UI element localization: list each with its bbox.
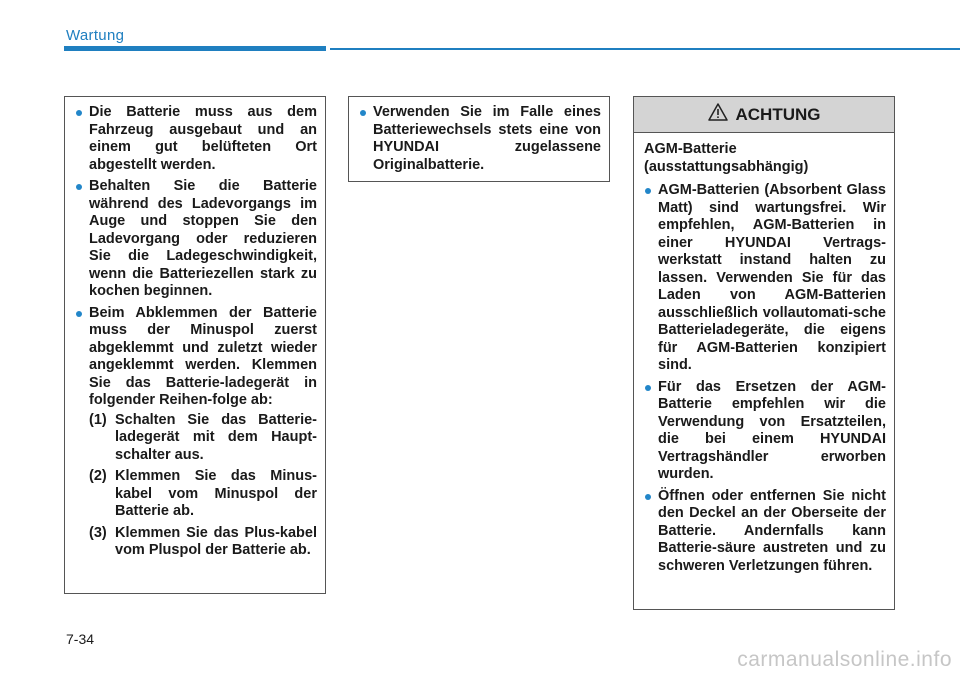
caution-header xyxy=(634,97,894,133)
step-text: Klemmen Sie das Plus-kabel vom Pluspol der Batterie ab. xyxy=(115,524,317,558)
list-item: Für das Ersetzen der AGM-Batterie empfehlen wir die Verwendung von Ersatzteilen, die bei einem HYUNDAI Vertragshändler erworben wurden. xyxy=(644,379,886,484)
steps-list xyxy=(89,412,317,560)
list-item: Die Batterie muss aus dem Fahrzeug ausgebaut und an einem gut belüfteten Ort abgestellt werden. xyxy=(75,104,317,174)
list-item: Öffnen oder entfernen Sie nicht den Deckel an der Oberseite der Batterie. Andernfalls kann Batterie-säure austreten und zu schweren Verletzungen führen. xyxy=(644,488,886,576)
list-item: AGM-Batterien (Absorbent Glass Matt) sind wartungsfrei. Wir empfehlen, AGM-Batterien in einer HYUNDAI Vertrags-werkstatt instand halten zu lassen. Verwenden Sie für das Laden von AGM-Batterien ausschließlich vollautomati-sche Batterieladegeräte, die eigens für AGM-Batterien konzipiert sind. xyxy=(644,182,886,375)
instructions-box-middle xyxy=(348,96,610,182)
page-number: 7-34 xyxy=(66,631,95,647)
bullet-list xyxy=(644,182,886,575)
list-item-text: Beim Abklemmen der Batterie muss der Minuspol zuerst abgeklemmt und zuletzt wieder angeklemmt werden. Klemmen Sie das Batterie-ladegerät in folgender Reihen-folge ab: xyxy=(89,304,317,408)
caution-title: ACHTUNG xyxy=(735,104,821,124)
watermark: carmanualsonline.info xyxy=(737,648,952,671)
header-rule-thin xyxy=(330,48,960,50)
header-rule-thick xyxy=(64,46,326,51)
step-text: Schalten Sie das Batterie-ladegerät mit dem Haupt-schalter aus. xyxy=(115,411,317,463)
step-number: (2) xyxy=(89,468,107,484)
bullet-list xyxy=(75,104,317,560)
warning-triangle-icon xyxy=(708,103,728,127)
step-text: Klemmen Sie das Minus-kabel vom Minuspol der Batterie ab. xyxy=(115,468,317,519)
list-item: Behalten Sie die Batterie während des Ladevorgangs im Auge und stoppen Sie den Ladevorgang oder reduzieren Sie die Ladegeschwindigkeit, wenn die Batteriezellen stark zu kochen beginnen. xyxy=(75,178,317,301)
caution-box xyxy=(633,96,895,610)
instructions-box-left xyxy=(64,96,326,594)
step-item xyxy=(89,525,317,560)
step-number: (3) xyxy=(89,524,107,541)
caution-body xyxy=(634,133,894,575)
bullet-list xyxy=(359,104,601,174)
list-item: Verwenden Sie im Falle eines Batteriewechsels stets eine von HYUNDAI zugelassene Originalbatterie. xyxy=(359,104,601,174)
caution-intro xyxy=(644,141,886,176)
step-item xyxy=(89,412,317,465)
caution-intro-line: AGM-Batterie xyxy=(644,141,737,157)
step-item xyxy=(89,468,317,521)
list-item xyxy=(75,305,317,560)
section-title: Wartung xyxy=(66,27,125,44)
step-number: (1) xyxy=(89,411,107,428)
caution-intro-line: (ausstattungsabhängig) xyxy=(644,158,809,175)
